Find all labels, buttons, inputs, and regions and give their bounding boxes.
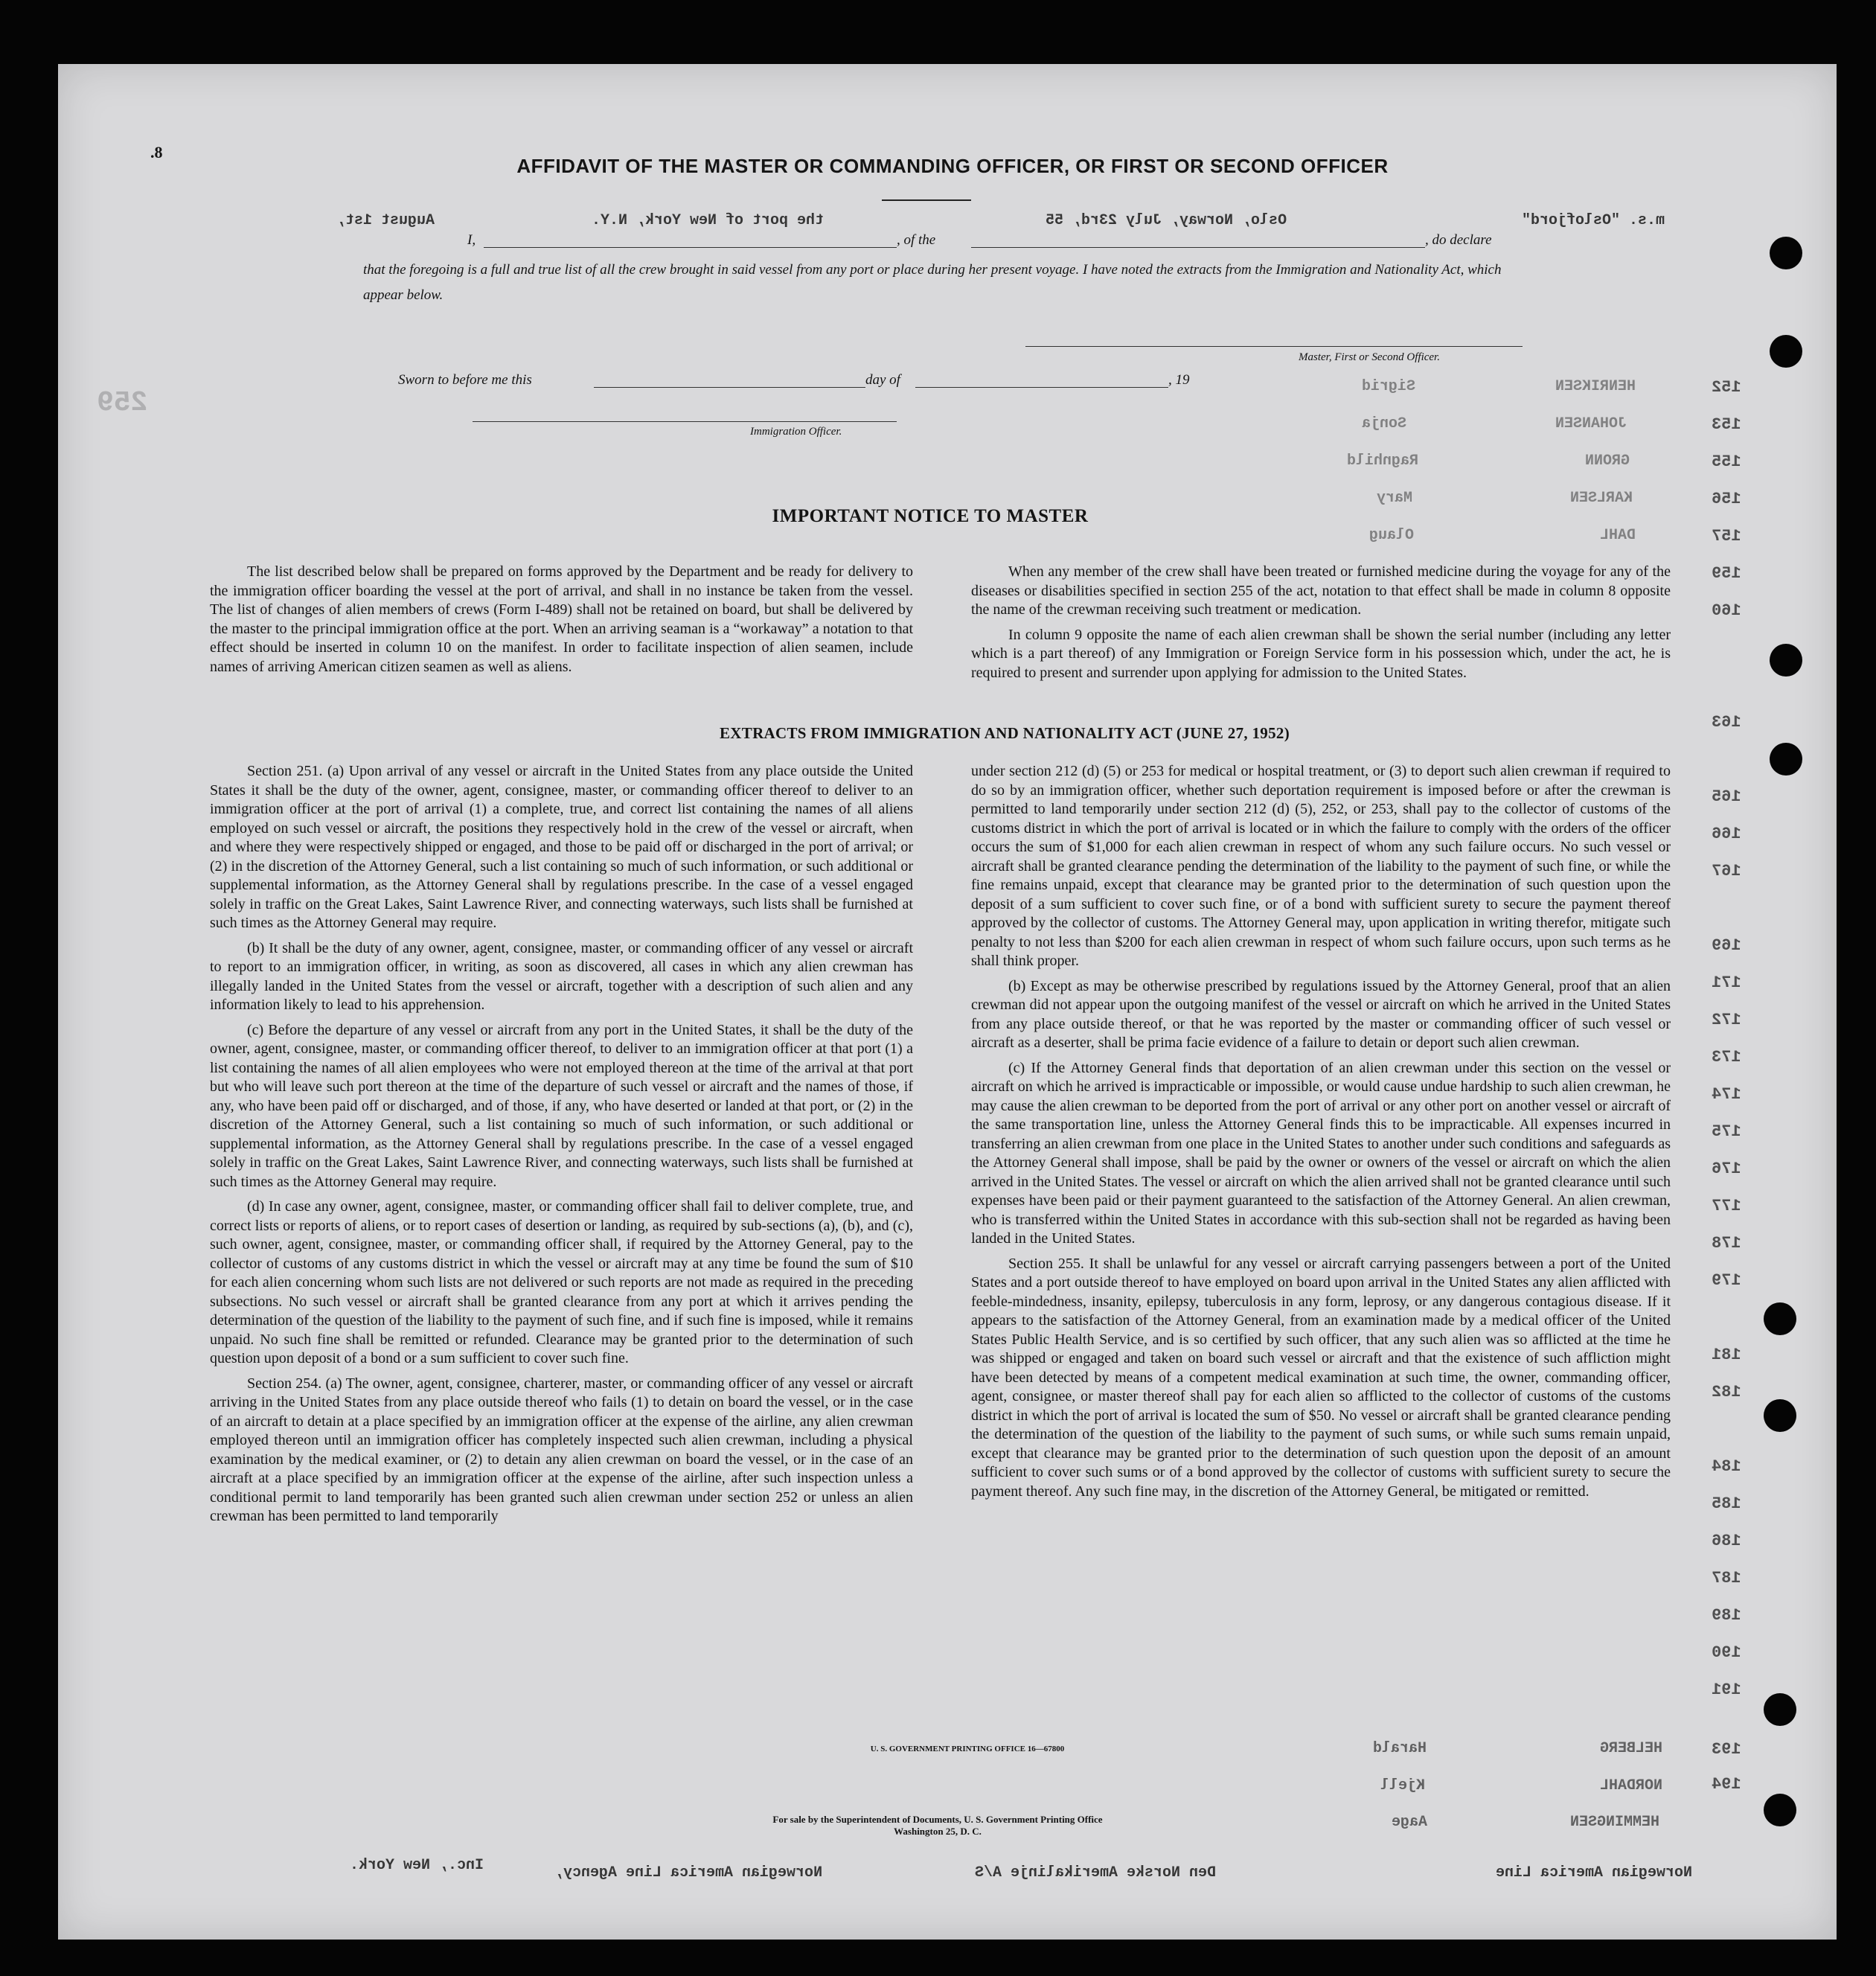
show-through-row-number: 176 xyxy=(1712,1160,1741,1178)
show-through-arrival: August 1st, xyxy=(336,212,435,229)
show-through-agent: Norwegian America Line xyxy=(1496,1864,1693,1881)
declaration-i-label: I, xyxy=(467,232,476,248)
show-through-surname: GRONN xyxy=(1585,453,1630,470)
binder-hole xyxy=(1770,335,1802,368)
show-through-row-number: 177 xyxy=(1712,1197,1741,1215)
section-251-d: (d) In case any owner, agent, consignee, master, or commanding officer shall fail to deliver complete, true, and correct lists or reports of aliens, or to report cases of desertion or landing, as required by sub-sections (a), (b), and (c), such owner, agent, consignee, master, or commanding officer shall, if required by the Attorney General, pay to the collector of customs of any customs district in which the vessel or aircraft may at any time be found the sum of $10 for each alien concerning whom such lists are not delivered or such reports are not made as required in the preceding subsections. No such vessel or aircraft shall be granted clearance from any port at which it arrives pending the determination of the question of the liability to the payment of such fine, and if such fine is imposed, while it remains unpaid. No such fine shall be remitted or refunded. Clearance may be granted prior to the determination of such question upon deposit of a bond or a sum sufficient to cover such fine. xyxy=(210,1198,913,1366)
binder-hole xyxy=(1764,1399,1796,1432)
show-through-row-number: 160 xyxy=(1712,601,1741,620)
show-through-surname: HEMMINGSEN xyxy=(1570,1814,1660,1831)
show-through-row-number: 172 xyxy=(1712,1011,1741,1029)
show-through-row-number: 189 xyxy=(1712,1606,1741,1625)
master-signature-label: Master, First or Second Officer. xyxy=(1299,351,1440,363)
show-through-row-number: 181 xyxy=(1712,1346,1741,1364)
show-through-row-number: 193 xyxy=(1712,1740,1741,1759)
show-through-row-number: 186 xyxy=(1712,1532,1741,1550)
show-through-row-number: 152 xyxy=(1712,378,1741,397)
binder-hole xyxy=(1770,743,1802,776)
declaration-of-the-label: , of the xyxy=(897,232,936,248)
show-through-surname: HELBERG xyxy=(1600,1740,1663,1757)
show-through-given: Mary xyxy=(1377,490,1413,507)
show-through-row-number: 165 xyxy=(1712,787,1741,806)
corner-mark: .8 xyxy=(150,143,163,162)
notice-right-column xyxy=(971,563,1671,688)
show-through-agent: Norwegian America Line Agency, xyxy=(554,1864,823,1881)
section-251-c: (c) Before the departure of any vessel or aircraft from any port in the United States, it shall be the duty of the owner, agent, consignee, master, or commanding officer thereof, to deliver to an immigration officer at that port (1) a list containing the names of all alien employees who were not employed thereon at the time of the arrival at that port but who will leave such port thereon at the time of the departure of such vessel or aircraft and the names of those, if any, who have been paid off or discharged, and of those, if any, who have deserted or landed at that port, or (2) in the discretion of the Attorney General, such a list containing so much of such information, or such additional or supplemental information, as the Attorney General shall by regulations prescribe. In the case of a vessel engaged solely in traffic on the Great Lakes, Saint Lawrence River, and connecting waterways, such lists shall be furnished at such times as the Attorney General may require. xyxy=(210,1021,913,1190)
show-through-row-number: 166 xyxy=(1712,825,1741,843)
section-254-b: (b) Except as may be otherwise prescribed by regulations issued by the Attorney General, proof that an alien crewman did not appear upon the outgoing manifest of the vessel or aircraft on which he arrived in the United States from any place outside thereof, or that he was reported by the master or commanding officer of such vessel or aircraft as a deserter, shall be prima facie evidence of a failure to detain or deport such alien crewman. xyxy=(971,977,1671,1051)
sworn-month-field[interactable] xyxy=(915,387,1168,388)
show-through-given: Olaug xyxy=(1369,527,1415,544)
show-through-row-number: 187 xyxy=(1712,1569,1741,1587)
binder-hole xyxy=(1770,644,1802,677)
show-through-row-number: 153 xyxy=(1712,415,1741,434)
binder-hole xyxy=(1764,1302,1796,1335)
section-251-a: Section 251. (a) Upon arrival of any vessel or aircraft in the United States from any place outside the United States it shall be the duty of the owner, agent, consignee, master, or commanding officer thereof to deliver to an immigration officer at the port of arrival (1) a complete, true, and correct list containing the names of all aliens employed on such vessel or aircraft, the positions they respectively hold in the crew of the vessel or aircraft, when and where they were respectively shipped or engaged, and those to be paid off or discharged in the port of arrival; or (2) in the discretion of the Attorney General, such a list containing so much of such information, or such additional or supplemental information, as the Attorney General shall by regulations prescribe. In the case of a vessel engaged solely in traffic on the Great Lakes, Saint Lawrence River, and connecting waterways, such lists shall be furnished at such times as the Attorney General may require. xyxy=(210,763,913,931)
declaration-paragraph: that the foregoing is a full and true list of all the crew brought in said vessel from any port or place during her present voyage. I have noted the extracts from the Immigration and Nationality Act, which appear below. xyxy=(363,262,1502,303)
binder-hole xyxy=(1770,237,1802,269)
extracts-title: EXTRACTS FROM IMMIGRATION AND NATIONALITY ACT (JUNE 27, 1952) xyxy=(720,724,1290,742)
year-label: , 19 xyxy=(1168,372,1190,388)
section-255: Section 255. It shall be unlawful for any vessel or aircraft carrying passengers between a port of the United States and a port outside thereof to have employed on board upon arrival in the United States any alien afflicted with feeble-mindedness, insanity, epilepsy, tuberculosis in any form, leprosy, or any dangerous contagious disease. If it appears to the satisfaction of the Attorney General, from an examination made by a medical officer of the United States Public Health Service, and is so certified by such officer, that any such alien was so afflicted at the time he was shipped or engaged and taken on board such vessel or aircraft and that the existence of such affliction might have been detected by means of a competent medical examination at such time, the owner, commanding officer, agent, consignee, or master thereof shall pay for each alien so afflicted to the collector of customs of the customs district in which the port of arrival is located the sum of $50. No vessel or aircraft shall be granted clearance pending the determination of the question of the liability to the payment of such sums, or while such sums remain unpaid, except that clearance may be granted prior to the determination of such question upon the deposit of an amount sufficient to cover such sums or of a bond approved by the collector of customs with sufficient surety to secure the payment thereof. Any such fine may, in the discretion of the Attorney General, be mitigated or remitted. xyxy=(971,1255,1671,1500)
declarant-name-field[interactable] xyxy=(484,247,897,248)
extracts-right-column xyxy=(971,762,1671,1507)
sale-notice-line-1: For sale by the Superintendent of Documents, U. S. Government Printing Office xyxy=(772,1814,1103,1825)
show-through-row-number: 178 xyxy=(1712,1234,1741,1253)
binder-hole xyxy=(1764,1794,1796,1826)
gpo-imprint xyxy=(744,1743,1191,1755)
show-through-row-number: 175 xyxy=(1712,1122,1741,1141)
show-through-surname: KARLSEN xyxy=(1570,490,1633,507)
binder-hole xyxy=(1764,1693,1796,1726)
show-through-surname: NORDAHL xyxy=(1600,1777,1663,1794)
notice-left-text: The list described below shall be prepared on forms approved by the Department and be ready for delivery to the immigration officer boarding the vessel at the port of arrival, and shall in no instance be taken from the vessel. The list of changes of alien members of crews (Form I-489) shall not be retained on board, but shall be delivered by the master to the principal immigration office at the port. When an arriving seaman is a “workaway” a notation to that effect should be inserted in column 10 on the manifest. In order to facilitate inspection of alien seamen, include names of arriving American citizen seamen as well as aliens. xyxy=(210,563,913,675)
show-through-surname: JOHANSEN xyxy=(1555,415,1627,432)
sworn-label: Sworn to before me this xyxy=(398,372,532,388)
show-through-row-number: 194 xyxy=(1712,1775,1741,1794)
show-through-row-number: 190 xyxy=(1712,1643,1741,1662)
notice-title: IMPORTANT NOTICE TO MASTER xyxy=(772,506,1089,526)
master-signature-field[interactable] xyxy=(1025,346,1523,347)
section-251-b: (b) It shall be the duty of any owner, agent, consignee, master, or commanding officer of any vessel or aircraft to report to an immigration officer, in writing, as soon as discovered, all cases in which any alien crewman has illegally landed in the United States from the vessel or aircraft, together with a description of such alien and any information likely to lead to his apprehension. xyxy=(210,939,913,1013)
show-through-row-number: 159 xyxy=(1712,564,1741,583)
show-through-row-number: 171 xyxy=(1712,973,1741,992)
show-through-from: Oslo, Norway, July 23rd, 55 xyxy=(1046,212,1287,229)
show-through-given: Sigrid xyxy=(1362,378,1416,395)
show-through-row-number: 182 xyxy=(1712,1383,1741,1401)
show-through-row-number: 169 xyxy=(1712,936,1741,955)
show-through-vessel: m.s. "Oslofjord" xyxy=(1522,212,1665,229)
day-of-label: day of xyxy=(865,372,900,388)
sale-notice-line-2: Washington 25, D. C. xyxy=(894,1826,982,1837)
notice-right-text-1: When any member of the crew shall have been treated or furnished medicine during the voyage for any of the diseases or disabilities specified in section 255 of the act, notation to that effect shall be made in column 8 opposite the name of the crewman receiving such treatment or medication. xyxy=(971,563,1671,618)
title-divider xyxy=(882,199,971,201)
section-254-a-continued: under section 212 (d) (5) or 253 for medical or hospital treatment, or (3) to deport such alien crewman if required to do so by an immigration officer, whether such deportation requirement is imposed before or after the crewman is permitted to land temporarily under section 212 (d) (5), 252, or 253, shall pay to the collector of customs of the customs district in which the port of arrival is located or in which the failure to comply with the orders of the officer occurs the sum of $1,000 for each alien crewman in respect of whom any such failure occurs. No such vessel or aircraft shall be granted clearance pending the determination of the liability to the payment of such fine, or while the fine remains unpaid, except that clearance may be granted prior to the determination of such question upon the deposit of a sum sufficient to cover such fine, or of a bond with sufficient surety to secure the payment thereof approved by the collector of customs. The Attorney General may, upon application in writing therefor, mitigate such penalty to not less than $200 for each alien crewman in respect of whom such failure occurs, upon such terms as he shall think proper. xyxy=(971,763,1671,969)
immigration-officer-label: Immigration Officer. xyxy=(750,426,842,438)
show-through-row-number: 185 xyxy=(1712,1494,1741,1513)
immigration-officer-signature-field[interactable] xyxy=(473,421,897,422)
sale-notice xyxy=(670,1814,1206,1838)
show-through-row-number: 179 xyxy=(1712,1271,1741,1290)
show-through-port: the port of New York, N.Y. xyxy=(592,212,825,229)
gpo-imprint-text: U. S. GOVERNMENT PRINTING OFFICE 16—67800 xyxy=(870,1745,1065,1753)
section-254-c: (c) If the Attorney General finds that deportation of an alien crewman under this section on the vessel or aircraft on which he arrived is impracticable or impossible, or would cause undue hardship to such alien crewman, he may cause the alien crewman to be deported from the port of arrival or any other port on another vessel or aircraft of the same transportation line, unless the Attorney General finds this to be impracticable. All expenses incurred in transferring an alien crewman from one place in the United States to another under such conditions and safeguards as the Attorney General shall impose, shall be paid by the owner or owners of the vessel or aircraft on which the alien arrived in the United States. The vessel or aircraft on which the alien arrived shall not be granted clearance until such expenses have been paid or their payment guaranteed to the satisfaction of the Attorney General. An alien crewman, who is transferred within the United States in accordance with this sub-section shall not be regarded as having been landed in the United States. xyxy=(971,1059,1671,1247)
show-through-given: Kjell xyxy=(1380,1777,1426,1794)
show-through-surname: HENRIKSEN xyxy=(1555,378,1636,395)
show-through-surname: DAHL xyxy=(1600,527,1636,544)
show-through-row-number: 191 xyxy=(1712,1681,1741,1699)
notice-left-column xyxy=(210,563,913,682)
show-through-agent: Inc., New York. xyxy=(350,1857,484,1874)
affidavit-title: AFFIDAVIT OF THE MASTER OR COMMANDING OFFICER, OR FIRST OR SECOND OFFICER xyxy=(516,155,1389,177)
show-through-row-number: 163 xyxy=(1712,713,1741,732)
sworn-date-field[interactable] xyxy=(594,387,865,388)
show-through-row-number: 184 xyxy=(1712,1457,1741,1476)
show-through-page-number: 259 xyxy=(97,387,148,419)
show-through-row-number: 157 xyxy=(1712,527,1741,546)
show-through-row-number: 155 xyxy=(1712,453,1741,471)
notice-right-text-2: In column 9 opposite the name of each alien crewman shall be shown the serial number (including any letter which is a part thereof) of any Immigration or Foreign Service form in his possession which, under the act, he is required to present and surrender upon applying for admission to the United States. xyxy=(971,626,1671,681)
show-through-given: Ragnhild xyxy=(1347,453,1419,470)
show-through-given: Harald xyxy=(1373,1740,1427,1757)
show-through-given: Sonja xyxy=(1362,415,1407,432)
declaration-do-declare-label: , do declare xyxy=(1425,232,1492,248)
show-through-row-number: 156 xyxy=(1712,490,1741,508)
show-through-agent: Den Norske Amerikalinje A/S xyxy=(975,1864,1217,1881)
show-through-row-number: 173 xyxy=(1712,1048,1741,1067)
show-through-row-number: 167 xyxy=(1712,862,1741,880)
section-254-a: Section 254. (a) The owner, agent, consignee, charterer, master, or commanding officer of any vessel or aircraft arriving in the United States from any place outside thereof who fails (1) to detain on board the vessel, or in the case of an aircraft to detain at a place specified by an immigration officer at the expense of the airline, any alien crewman employed thereon until an immigration officer has completely inspected such alien crewman, including a physical examination by the medical examiner, or (2) to detain any alien crewman on board the vessel, or in the case of an aircraft at a place specified by an immigration officer at the expense of the airline, after such inspection unless a conditional permit to land temporarily has been granted such alien crewman under section 252 or unless an alien crewman has been permitted to land temporarily xyxy=(210,1375,913,1524)
show-through-row-number: 174 xyxy=(1712,1085,1741,1104)
vessel-name-field[interactable] xyxy=(971,247,1425,248)
extracts-left-column xyxy=(210,762,913,1532)
show-through-given: Aage xyxy=(1392,1814,1428,1831)
